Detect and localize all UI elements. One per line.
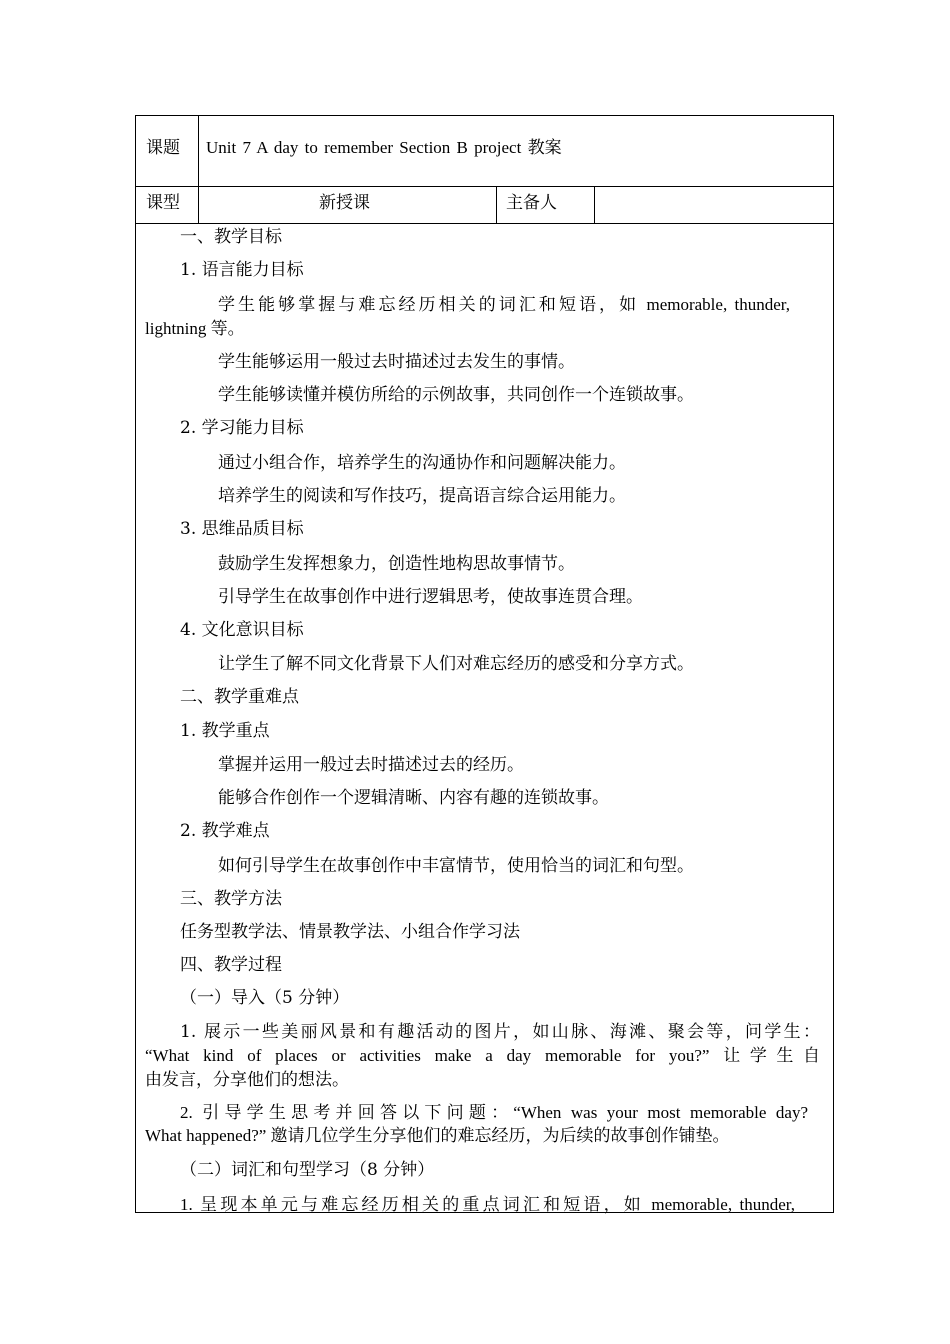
paragraph: 掌握并运用一般过去时描述过去的经历。 — [218, 755, 524, 775]
paragraph: 能够合作创作一个逻辑清晰、内容有趣的连锁故事。 — [218, 788, 609, 808]
paragraph: 如何引导学生在故事创作中丰富情节，使用恰当的词汇和句型。 — [218, 856, 694, 876]
subsection-heading: 2. 学习能力目标 — [180, 418, 304, 438]
section-heading: 一、教学目标 — [180, 227, 282, 247]
paragraph: 任务型教学法、情景教学法、小组合作学习法 — [180, 922, 520, 942]
paragraph: 由发言，分享他们的想法。 — [145, 1070, 349, 1090]
paragraph: 让学生了解不同文化背景下人们对难忘经历的感受和分享方式。 — [218, 654, 694, 674]
subsection-heading: 4. 文化意识目标 — [180, 620, 304, 640]
type-value: 新授课 — [319, 193, 370, 213]
subsection-heading: （一）导入（5 分钟） — [180, 988, 350, 1008]
lesson-body — [136, 224, 833, 1212]
topic-label: 课题 — [146, 138, 180, 158]
subsection-heading: （二）词汇和句型学习（8 分钟） — [180, 1160, 435, 1180]
column-divider — [198, 116, 199, 186]
paragraph: 学生能够运用一般过去时描述过去发生的事情。 — [218, 352, 575, 372]
type-label: 课型 — [146, 193, 180, 213]
paragraph: What happened?” 邀请几位学生分享他们的难忘经历，为后续的故事创作铺垫。 — [145, 1126, 730, 1145]
paragraph: “What kind of places or activities make a day memorable for you?” 让学生自 — [145, 1046, 820, 1065]
paragraph: 2. 引导学生思考并回答以下问题：“When was your most memorable day? — [180, 1103, 808, 1122]
subsection-heading: 1. 教学重点 — [180, 721, 270, 741]
subsection-heading: 2. 教学难点 — [180, 821, 270, 841]
paragraph: 通过小组合作，培养学生的沟通协作和问题解决能力。 — [218, 453, 626, 473]
paragraph: 鼓励学生发挥想象力，创造性地构思故事情节。 — [218, 554, 575, 574]
paragraph: lightning 等。 — [145, 319, 245, 338]
subsection-heading: 3. 思维品质目标 — [180, 519, 304, 539]
paragraph: 培养学生的阅读和写作技巧，提高语言综合运用能力。 — [218, 486, 626, 506]
column-divider — [198, 186, 199, 223]
topic-value: Unit 7 A day to remember Section B project 教案 — [206, 138, 562, 157]
type-row — [136, 186, 833, 224]
topic-row — [136, 116, 833, 187]
paragraph: 学生能够读懂并模仿所给的示例故事，共同创作一个连锁故事。 — [218, 385, 694, 405]
subsection-heading: 1. 语言能力目标 — [180, 260, 304, 280]
lesson-plan-table — [135, 115, 834, 1213]
section-heading: 三、教学方法 — [180, 889, 282, 909]
paragraph: 引导学生在故事创作中进行逻辑思考，使故事连贯合理。 — [218, 587, 643, 607]
column-divider — [594, 186, 595, 223]
column-divider — [496, 186, 497, 223]
paragraph: 学生能够掌握与难忘经历相关的词汇和短语，如 memorable, thunder, — [218, 295, 790, 314]
section-heading: 二、教学重难点 — [180, 687, 299, 707]
preparer-label: 主备人 — [506, 193, 557, 213]
section-heading: 四、教学过程 — [180, 955, 282, 975]
paragraph: 1. 展示一些美丽风景和有趣活动的图片，如山脉、海滩、聚会等，问学生： — [180, 1022, 820, 1042]
paragraph: 1. 呈现本单元与难忘经历相关的重点词汇和短语，如 memorable, thunder, — [180, 1195, 795, 1214]
